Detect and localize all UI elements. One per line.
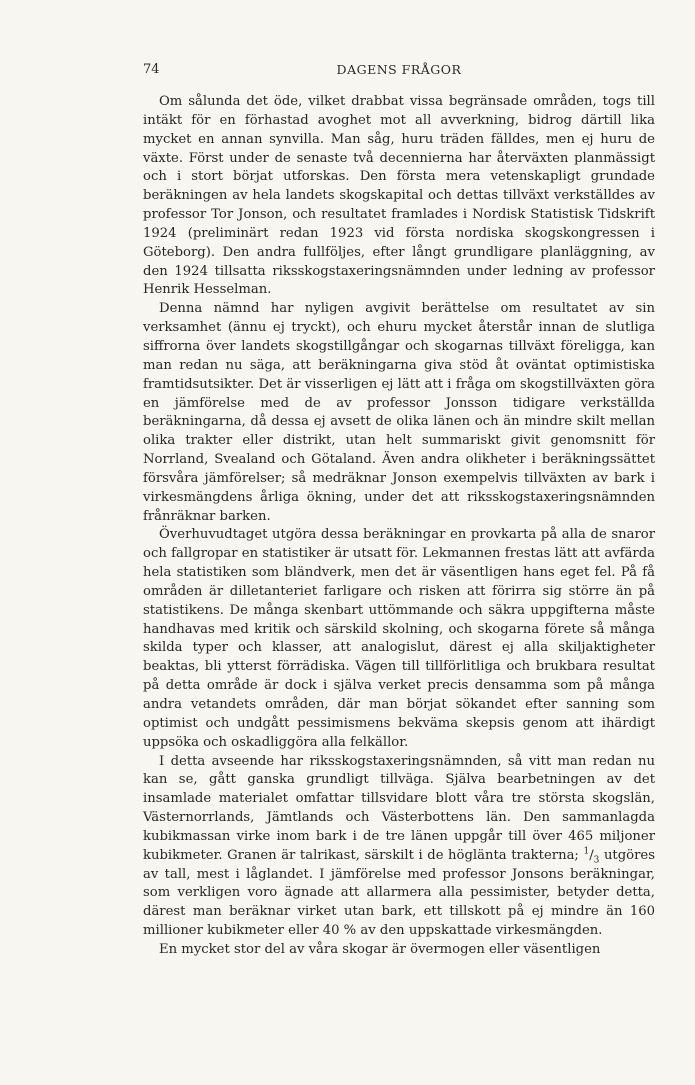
paragraph-4 [143, 753, 655, 941]
fraction: $^1/_3$ [583, 846, 600, 866]
paragraph-5: En mycket stor del av våra skogar är övermogen eller väsentligen [159, 941, 601, 957]
fraction-numerator: 1 [583, 846, 590, 857]
body-text [143, 93, 655, 960]
paragraph-2: Denna nämnd har nyligen avgivit berättelse om resultatet av sin verksamhet (ännu ej tryckt), och ehuru mycket återstår innan de slutliga siffrorna över landets skogstillgångar och skogarnas tillväxt föreligga, kan man redan nu säga, att beräkningarna giva stöd åt oväntat optimistiska framtidsutsikter. Det är visserligen ej lätt att i fråga om skogstillväxten göra en jämförelse med de av professor Jonsson tidigare verkställda beräkningarna, då dessa ej avsett de olika länen och än mindre skilt mellan olika trakter eller distrikt, utan helt summariskt givit genomsnitt för Norrland, Svealand och Götaland. Även andra olikheter i beräkningssättet försvåra jämförelser; så medräknar Jonson exempelvis tillväxten av bark i virkesmängdens årliga ökning, under det att riksskogstaxeringsnämnden frånräknar barken. [143, 301, 655, 524]
paragraph-3: Överhuvudtaget utgöra dessa beräkningar en provkarta på alla de snaror och fallgropar en statistiker är utsatt för. Lekmannen frestas lätt att avfärda hela statistiken som bländverk, men det är väsentligen hans eget fel. På få områden är dilletanteriet farligare och risken att förirra sig större än på statistikens. De många skenbart uttömmande och säkra uppgifterna måste handhavas med kritik och särskild skolning, och skogarna förete så många skilda typer och klasser, att analogislut, därest ej alla skiljaktigheter beaktas, bli ytterst förrädiska. Vägen till tillförlitliga och brukbara resultat på detta område är dock i själva verket precis densamma som på många andra vetandets områden, där man börjat sökandet efter sanning som optimist och undgått pessimismens bekväma skepsis genom att ihärdigt uppsöka och oskadliggöra alla felkällor. [143, 527, 655, 750]
fraction-denominator: 3 [593, 855, 600, 866]
paragraph-1: Om sålunda det öde, vilket drabbat vissa begränsade områden, togs till intäkt för en förhastad avoghet mot all avverkning, bidrog därtill lika mycket en annan synvilla. Man såg, huru träden fälldes, men ej huru de växte. Först under de senaste två decennierna har återväxten planmässigt och i stort börjat utforskas. Den första mera vetenskapligt grundade beräkningen av hela landets skogskapital och dettas tillväxt verkställdes av professor Tor Jonson, och resultatet framlades i Nordisk Statistisk Tidskrift 1924 (preliminärt redan 1923 vid första nordiska skogskongressen i Göteborg). Den andra fullföljes, efter långt grundligare planläggning, av den 1924 tillsatta riksskogstaxeringsnämnden under ledning av professor Henrik Hesselman. [143, 94, 655, 298]
paragraph-4-text: I detta avseende har riksskogstaxeringsnämnden, så vitt man redan nu kan se, gått ganska grundligt tillväga. Själva bearbetningen av det insamlade materialet omfattar tillsvidare blott våra tre största skogslän, Västernorrlands, Jämtlands och Västerbottens län. Den sammanlagda kubikmassan virke inom bark i de tre länen uppgår till över 465 miljoner kubikmeter. Granen är talrikast, särskilt i de höglänta trakterna; [143, 753, 655, 863]
running-title: DAGENS FRÅGOR [336, 62, 462, 77]
page-number: 74 [143, 62, 160, 77]
page-header [143, 62, 655, 82]
paragraph-4-continuation: utgöres av tall, mest i låglandet. I jämförelse med professor Jonsons beräkningar, som verkligen voro ägnade att allarmera alla pessimister, betyder detta, därest man beräknar virket utan bark, ett tillskott på ej mindre än 160 millioner kubikmeter eller 40 % av den uppskattade virkesmängden. [143, 847, 655, 939]
